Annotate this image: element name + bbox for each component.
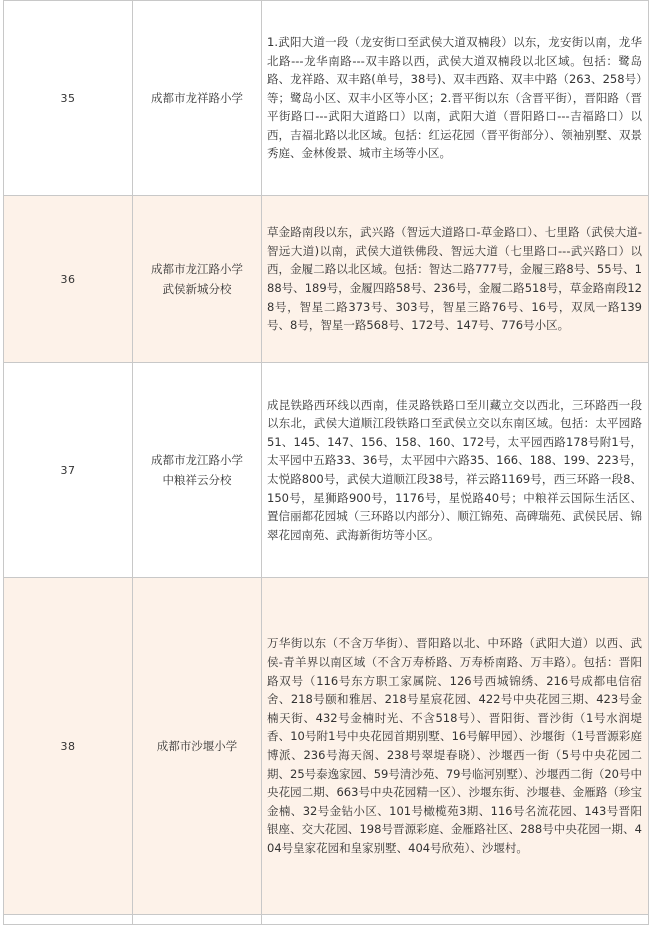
table-row-partial <box>4 915 649 925</box>
district-area: 1.武阳大道一段（龙安街口至武侯大道双楠段）以东，龙安街以南，龙华北路---龙华南路---双丰路以西，武侯大道双楠段以北区域。包括：鹭岛路、龙祥路、双丰路(单号，38号)、双丰西路、双丰中路（263、258号）等；鹭岛小区、双丰小区等小区；2.晋平街以东（含晋平街），晋阳路（晋平街路口---武阳大道路口）以南，武阳大道（晋阳路口---吉福路口）以西，吉福北路以北区域。包括：红运花园（晋平街部分）、领袖别墅、双景秀庭、金林俊景、城市主场等小区。 <box>262 1 649 196</box>
school-district-table <box>3 0 649 925</box>
school-name: 成都市沙堰小学 <box>133 578 262 915</box>
row-number-partial <box>4 915 133 925</box>
row-number: 38 <box>4 578 133 915</box>
school-name: 成都市龙江路小学武侯新城分校 <box>133 196 262 363</box>
district-area: 草金路南段以东，武兴路（智远大道路口-草金路口）、七里路（武侯大道-智远大道)以南，武侯大道铁佛段、智远大道（七里路口---武兴路口）以西，金履二路以北区域。包括：智达二路777号，金履三路8号、55号、188号、189号，金履四路58号、236号，金履二路518号，草金路南段128号，智星二路373号、303号，智星三路76号、16号，双凤一路139号、8号，智星一路568号、172号、147号、776号小区。 <box>262 196 649 363</box>
school-name: 成都市龙祥路小学 <box>133 1 262 196</box>
row-number: 35 <box>4 1 133 196</box>
row-number: 36 <box>4 196 133 363</box>
district-area-partial <box>262 915 649 925</box>
district-area: 成昆铁路西环线以西南，佳灵路铁路口至川藏立交以西北，三环路西一段以东北，武侯大道顺江段铁路口至武侯立交以东南区域。包括：太平园路51、145、147、156、158、160、172号，太平园西路178号附1号，太平园中五路33、36号，太平园中六路35、166、188、199、223号，太悦路800号，武侯大道顺江段38号，祥云路1169号，西三环路一段8、150号，星狮路900号，1176号，星悦路40号；中粮祥云国际生活区、置信丽都花园城（三环路以内部分）、顺江锦苑、高碑瑞苑、武侯民居、锦翠花园南苑、武海新街坊等小区。 <box>262 363 649 578</box>
row-number: 37 <box>4 363 133 578</box>
table-row <box>4 363 649 578</box>
table-row <box>4 196 649 363</box>
school-name: 成都市龙江路小学中粮祥云分校 <box>133 363 262 578</box>
district-area: 万华街以东（不含万华街）、晋阳路以北、中环路（武阳大道）以西、武侯-青羊界以南区域（不含万寿桥路、万寿桥南路、万丰路）。包括：晋阳路双号（116号东方职工家属院、126号西城锦绣、216号成都电信宿舍、218号颐和雅居、218号星宸花园、422号中央花园三期、423号金楠天街、432号金楠时光、不含518号）、晋阳街、晋沙街（1号水润堤香、10号附1号中央花园首期别墅、16号解甲园）、沙堰街（1号晋源彩庭博派、236号海天阁、238号翠堤春晓）、沙堰西一街（5号中央花园二期、25号泰逸家园、59号清沙苑、79号临河别墅）、沙堰西二街（20号中央花园二期、663号中央花园精一区）、沙堰东街、沙堰巷、金雁路（珍宝金楠、32号金钻小区、101号橄榄苑3期、116号名流花园、143号晋阳银座、交大花园、198号晋源彩庭、金雁路社区、288号中央花园一期、404号皇家花园和皇家别墅、404号欣苑）、沙堰村。 <box>262 578 649 915</box>
school-name-partial <box>133 915 262 925</box>
table-row <box>4 578 649 915</box>
table-row <box>4 1 649 196</box>
